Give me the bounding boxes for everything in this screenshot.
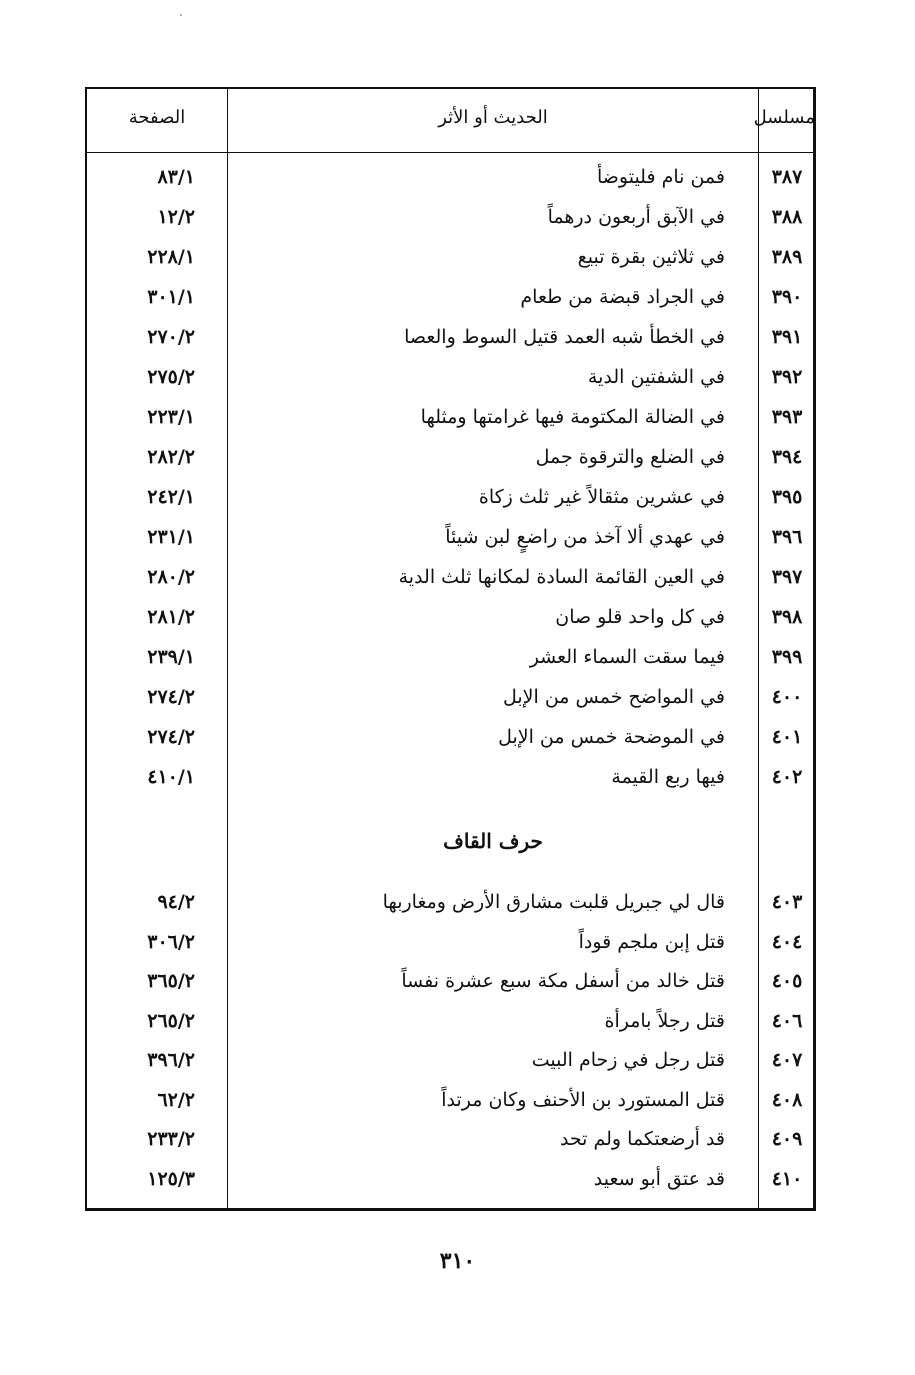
table-row bbox=[87, 1119, 815, 1159]
page-cell: ٢٨٢/٢ bbox=[147, 446, 195, 468]
serial-cell: ٤١٠ bbox=[771, 1167, 803, 1190]
serial-cell: ٤٠٣ bbox=[771, 891, 803, 913]
serial-cell: ٣٩٩ bbox=[771, 646, 803, 668]
serial-cell: ٣٨٩ bbox=[771, 246, 803, 268]
serial-cell: ٣٨٨ bbox=[771, 206, 803, 228]
serial-cell: ٣٩٠ bbox=[771, 286, 803, 308]
page-cell: ٨٣/١ bbox=[157, 166, 195, 188]
hadith-cell: في كل واحد قلو صان bbox=[555, 606, 725, 628]
page-cell: ٣٠٦/٢ bbox=[147, 930, 195, 953]
hadith-cell: قتل خالد من أسفل مكة سبع عشرة نفساً bbox=[401, 970, 725, 992]
page-cell: ١٢٥/٣ bbox=[147, 1167, 195, 1190]
table-row bbox=[87, 922, 815, 962]
serial-cell: ٣٩٣ bbox=[771, 406, 803, 428]
page-cell: ١٢/٢ bbox=[157, 206, 195, 228]
table-row bbox=[87, 517, 815, 557]
page-cell: ٤١٠/١ bbox=[147, 766, 195, 788]
table-row bbox=[87, 1040, 815, 1080]
hadith-cell: فيما سقت السماء العشر bbox=[529, 646, 725, 668]
serial-cell: ٣٩٥ bbox=[771, 486, 803, 508]
serial-cell: ٤٠٧ bbox=[771, 1049, 803, 1071]
serial-cell: ٤٠١ bbox=[771, 726, 803, 748]
serial-cell: ٣٩٢ bbox=[771, 366, 803, 388]
table-row bbox=[87, 677, 815, 717]
table-row bbox=[87, 637, 815, 677]
hadith-cell: قد أرضعتكما ولم تحد bbox=[559, 1128, 725, 1150]
table-row bbox=[87, 157, 815, 197]
table-row bbox=[87, 357, 815, 397]
page-cell: ٣٠١/١ bbox=[147, 286, 195, 308]
page-cell: ٣٦٥/٢ bbox=[147, 970, 195, 992]
serial-cell: ٣٩٧ bbox=[771, 566, 803, 588]
serial-cell: ٤٠٦ bbox=[771, 1009, 803, 1032]
page-cell: ٢٧٥/٢ bbox=[147, 366, 195, 388]
serial-cell: ٣٩١ bbox=[771, 326, 803, 348]
hadith-cell: فيها ربع القيمة bbox=[611, 766, 725, 788]
hadith-cell: قد عتق أبو سعيد bbox=[593, 1167, 725, 1190]
page-number: ٣١٠ bbox=[439, 1248, 476, 1274]
table-row bbox=[87, 277, 815, 317]
table-row bbox=[87, 237, 815, 277]
table-row bbox=[87, 557, 815, 597]
hadith-cell: في عشرين مثقالاً غير ثلث زكاة bbox=[478, 486, 725, 508]
hadith-cell: في الضلع والترقوة جمل bbox=[535, 446, 725, 468]
table-row bbox=[87, 882, 815, 922]
hadith-cell: في المواضح خمس من الإبل bbox=[502, 686, 725, 708]
page-cell: ٢٢٨/١ bbox=[147, 246, 195, 268]
hadith-cell: قتل رجلاً بامرأة bbox=[604, 1009, 725, 1032]
header-serial: مسلسل bbox=[753, 107, 815, 128]
hadith-cell: قتل إبن ملجم قوداً bbox=[578, 930, 725, 953]
page-cell: ٢٣١/١ bbox=[147, 526, 195, 548]
page-cell: ٢٧٠/٢ bbox=[147, 326, 195, 348]
table-row bbox=[87, 1159, 815, 1199]
hadith-cell: في الخطأ شبه العمد قتيل السوط والعصا bbox=[404, 326, 725, 348]
page-cell: ٩٤/٢ bbox=[157, 891, 195, 913]
serial-cell: ٤٠٢ bbox=[771, 766, 803, 788]
table-row bbox=[87, 757, 815, 797]
header-divider bbox=[87, 152, 813, 153]
table-row bbox=[87, 317, 815, 357]
hadith-cell: في الموضحة خمس من الإبل bbox=[498, 726, 725, 748]
hadith-cell: قتل المستورد بن الأحنف وكان مرتداً bbox=[441, 1088, 725, 1111]
serial-cell: ٣٩٦ bbox=[771, 526, 803, 548]
table-row bbox=[87, 717, 815, 757]
serial-cell: ٤٠٤ bbox=[771, 930, 803, 953]
page-cell: ٢٤٢/١ bbox=[147, 486, 195, 508]
page-cell: ٣٩٦/٢ bbox=[147, 1049, 195, 1071]
serial-cell: ٣٩٨ bbox=[771, 606, 803, 628]
section-title: حرف القاف bbox=[443, 829, 543, 853]
hadith-cell: في الشفتين الدية bbox=[587, 366, 725, 388]
hadith-cell: في الجراد قبضة من طعام bbox=[520, 286, 725, 308]
header-hadith: الحديث أو الأثر bbox=[438, 107, 548, 128]
hadith-cell: في ثلاثين بقرة تبيع bbox=[577, 246, 725, 268]
hadith-cell: فمن نام فليتوضأ bbox=[596, 166, 725, 188]
table-row bbox=[87, 437, 815, 477]
page-cell: ٢٢٣/١ bbox=[147, 406, 195, 428]
index-table bbox=[85, 87, 816, 1211]
page-cell: ٢٧٤/٢ bbox=[147, 726, 195, 748]
serial-cell: ٤٠٨ bbox=[771, 1088, 803, 1111]
page-cell: ٢٣٣/٢ bbox=[147, 1128, 195, 1150]
page-cell: ٢٨١/٢ bbox=[147, 606, 195, 628]
serial-cell: ٣٩٤ bbox=[771, 446, 803, 468]
page-cell: ٢٣٩/١ bbox=[147, 646, 195, 668]
table-row bbox=[87, 197, 815, 237]
serial-cell: ٤٠٩ bbox=[771, 1128, 803, 1150]
page-cell: ٢٦٥/٢ bbox=[147, 1009, 195, 1032]
hadith-cell: قال لي جبريل قلبت مشارق الأرض ومغاربها bbox=[382, 891, 725, 913]
scan-speck bbox=[180, 14, 182, 16]
serial-cell: ٤٠٥ bbox=[771, 970, 803, 992]
table-row bbox=[87, 597, 815, 637]
page-cell: ٦٢/٢ bbox=[157, 1088, 195, 1111]
hadith-cell: في الآبق أربعون درهماً bbox=[547, 206, 725, 228]
table-row bbox=[87, 397, 815, 437]
table-row bbox=[87, 1001, 815, 1041]
page-cell: ٢٧٤/٢ bbox=[147, 686, 195, 708]
header-page: الصفحة bbox=[128, 107, 186, 128]
table-row bbox=[87, 961, 815, 1001]
page-cell: ٢٨٠/٢ bbox=[147, 566, 195, 588]
hadith-cell: في عهدي ألا آخذ من راضعٍ لبن شيئاً bbox=[445, 526, 725, 548]
hadith-cell: في العين القائمة السادة لمكانها ثلث الدية bbox=[398, 566, 725, 588]
table-row bbox=[87, 477, 815, 517]
serial-cell: ٣٨٧ bbox=[771, 166, 803, 188]
hadith-cell: قتل رجل في زحام البيت bbox=[531, 1049, 725, 1071]
table-row bbox=[87, 1080, 815, 1120]
serial-cell: ٤٠٠ bbox=[771, 686, 803, 708]
hadith-cell: في الضالة المكتومة فيها غرامتها ومثلها bbox=[420, 406, 725, 428]
